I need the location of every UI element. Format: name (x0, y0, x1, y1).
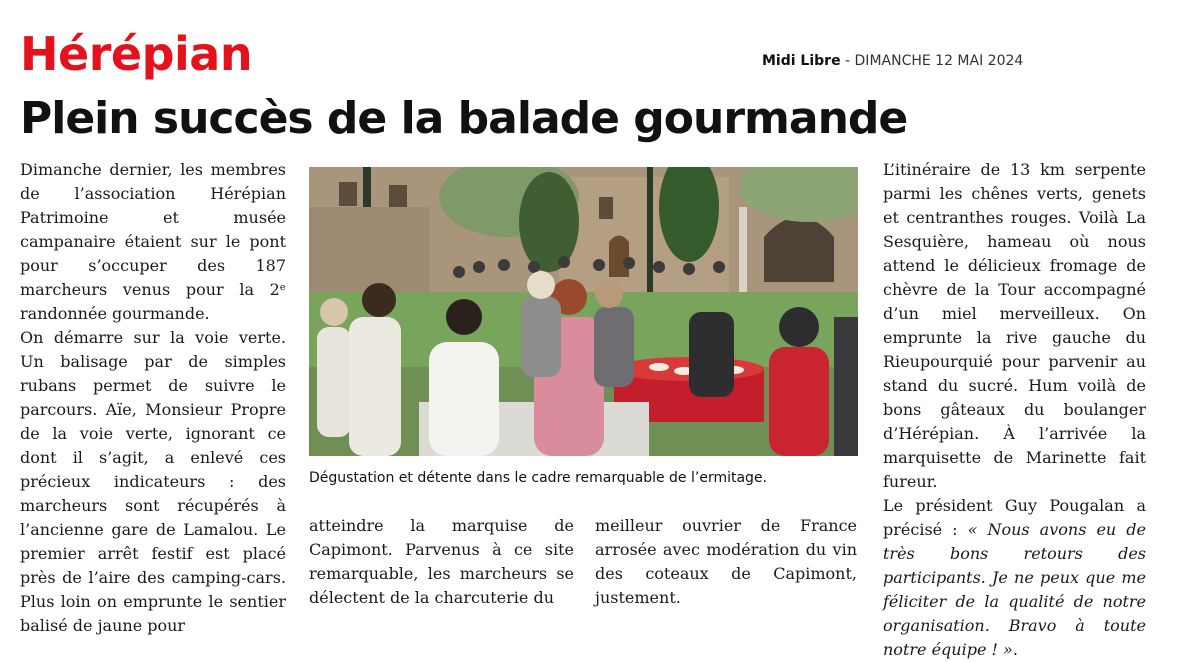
article-column-2 (309, 514, 574, 610)
publication-line (762, 52, 1023, 70)
photo-illustration (309, 167, 858, 456)
quote-intro: Le président Guy Pougalan a précisé : (883, 496, 1146, 539)
article-paragraph (883, 494, 1146, 662)
article-column-4 (883, 158, 1146, 662)
article-paragraph: L’itinéraire de 13 km serpente parmi les chênes verts, genets et centranthes rouges. Voilà La Sesquière, hameau où nous attend le délicieux fromage de chèvre de la Tour accompagné d’un miel merveilleux. On emprunte la rive gauche du Rieupourquié pour parvenir au stand du sucré. Hum voilà de bons gâteaux du boulanger d’Hérépian. À l’arrivée la marquisette de Marinette fait fureur. (883, 160, 1146, 491)
article-column-3 (595, 514, 857, 610)
headline: Plein succès de la balade gourmande (20, 93, 908, 144)
quote-end: . (1012, 640, 1018, 659)
article-paragraph: atteindre la marquise de Capimont. Parvenus à ce site remarquable, les marcheurs se délectent de la charcuterie du (309, 516, 574, 607)
publication-name: Midi Libre (762, 53, 841, 69)
town-heading: Hérépian (20, 27, 253, 81)
article-photo (309, 167, 858, 456)
article-column-1 (20, 158, 286, 638)
article-paragraph: On démarre sur la voie verte. Un balisage par de simples rubans permet de suivre le parcours. Aïe, Monsieur Propre de la voie verte, ignorant ce dont il s’agit, a enlevé ces précieux indicateurs : des marcheurs sont récupérés à l’ancienne gare de Lamalou. Le premier arrêt festif est placé près de l’aire des camping-cars. Plus loin on emprunte le sentier balisé de jaune pour (20, 328, 286, 635)
article-paragraph: Dimanche dernier, les membres de l’association Hérépian Patrimoine et musée campanaire étaient sur le pont pour s’occuper des 187 marcheurs venus pour la 2ᵉ randonnée gourmande. (20, 160, 286, 323)
article-paragraph: meilleur ouvrier de France arrosée avec modération du vin des coteaux de Capimont, justement. (595, 516, 857, 607)
photo-caption: Dégustation et détente dans le cadre remarquable de l’ermitage. (309, 470, 768, 486)
president-quote: « Nous avons eu de très bons retours des participants. Je ne peux que me féliciter de la qualité de notre organisation. Bravo à toute notre équipe ! » (883, 520, 1146, 659)
publication-date: - DIMANCHE 12 MAI 2024 (840, 53, 1024, 69)
